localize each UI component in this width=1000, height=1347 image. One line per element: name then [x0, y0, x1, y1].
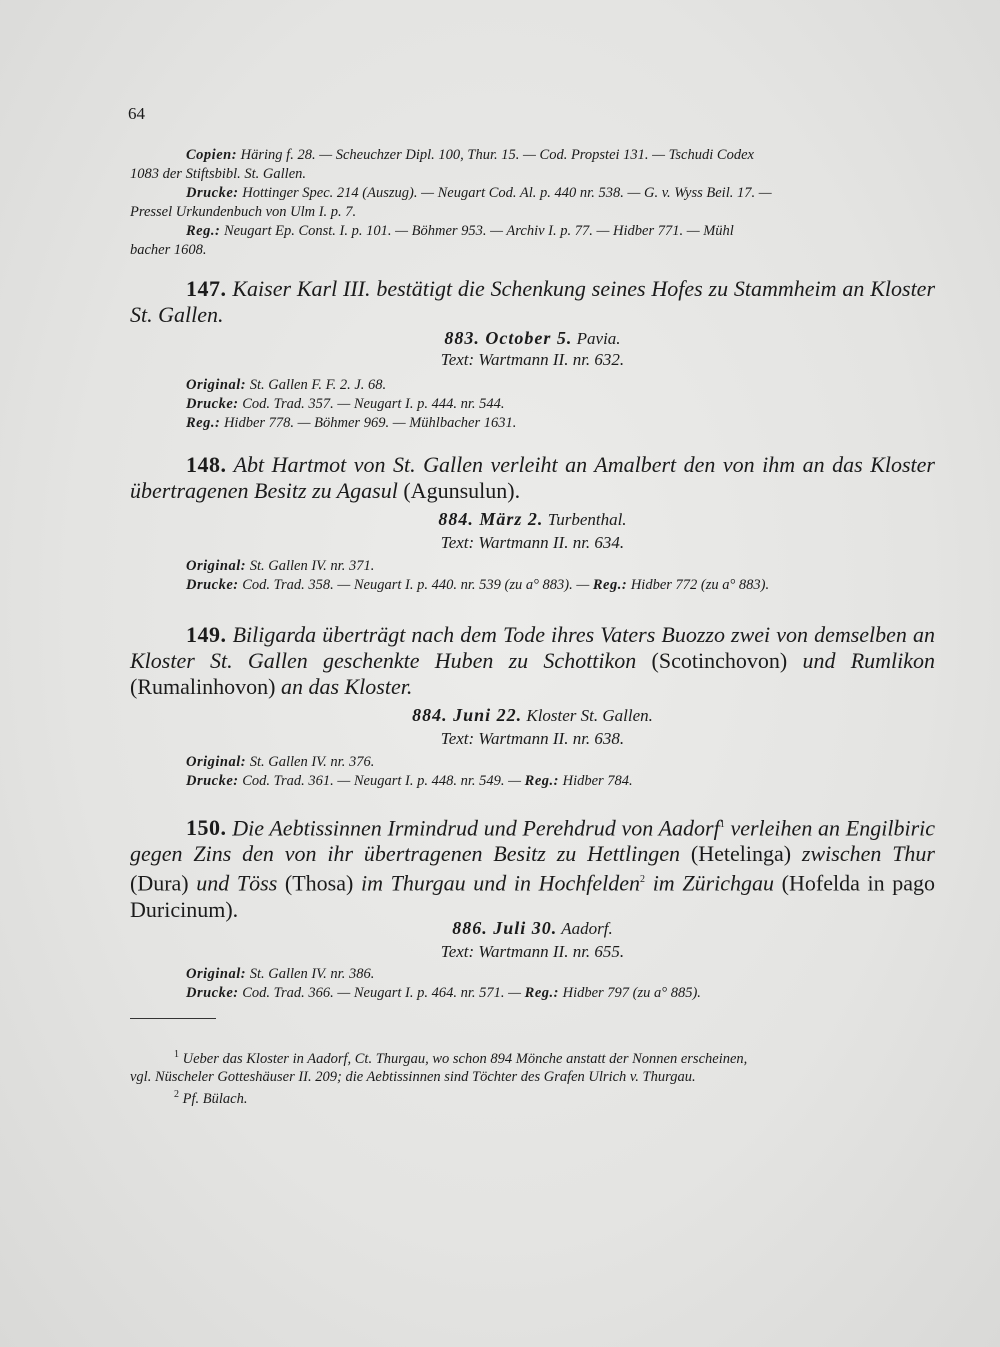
entry-147-date: 883. October 5. Pavia.: [444, 328, 621, 348]
entry-150-date: 886. Juli 30. Aadorf.: [452, 918, 613, 938]
note-line: Copien: Häring f. 28. — Scheuchzer Dipl. 100, Thur. 15. — Cod. Propstei 131. — Tschudi Codex: [186, 147, 754, 163]
footnote-ref-2: 2: [640, 874, 646, 886]
entry-149-sources: Original: St. Gallen IV. nr. 376. Drucke: Cod. Trad. 361. — Neugart I. p. 448. nr. 549. — Reg.: Hidber 784.: [186, 754, 633, 789]
footnote-1: $^1$ Ueber das Kloster in Aadorf, Ct. Thurgau, wo schon 894 Mönche anstatt der Nonnen erscheinen,: [174, 1049, 748, 1067]
entry-148-textref: Text: Wartmann II. nr. 634.: [440, 533, 625, 552]
copien-label: Copien:: [186, 147, 238, 163]
note-line: Pressel Urkundenbuch von Ulm I. p. 7.: [130, 204, 357, 220]
entry-147-textref: Text: Wartmann II. nr. 632.: [440, 350, 625, 369]
entry-150-textref: Text: Wartmann II. nr. 655.: [440, 942, 625, 961]
footnote-ref-1: 1: [719, 819, 725, 830]
note-line: 1083 der Stiftsbibl. St. Gallen.: [130, 166, 307, 182]
entry-148: 148. Abt Hartmot von St. Gallen verleiht an Amalbert den von ihm an das Kloster übertragenen Besitz zu Agasul (Agunsulun).: [130, 452, 935, 503]
note-line: bacher 1608.: [130, 242, 207, 258]
footnote-divider: [130, 1018, 216, 1019]
note-line: Reg.: Neugart Ep. Const. I. p. 101. — Böhmer 953. — Archiv I. p. 77. — Hidber 771. — Mühl: [186, 223, 734, 239]
entry-150: 150. Die Aebtissinnen Irmindrud und Perehdrud von Aadorf$^1$ verleihen an Engilbiric gegen Zins den von ihr übertragenen Besitz zu Hettlingen (Hetelinga) zwischen Thur (Dura) und Töss (Thosa) im Thurgau und in Hochfelden$^2$ im Zürichgau (Hofelda in pago Duricinum).: [130, 815, 936, 922]
entry-150-sources: Original: St. Gallen IV. nr. 386. Drucke: Cod. Trad. 366. — Neugart I. p. 464. nr. 571. — Reg.: Hidber 797 (zu a° 885).: [186, 966, 701, 1001]
entry-147-sources: Original: St. Gallen F. F. 2. J. 68. Drucke: Cod. Trad. 357. — Neugart I. p. 444. nr. 544. Reg.: Hidber 778. — Böhmer 969. — Mühlbacher 1631.: [186, 377, 517, 431]
page-number: 64: [128, 104, 145, 123]
entry-number: 147.: [186, 276, 227, 301]
footnotes: [130, 1046, 935, 1108]
entry-147: [130, 276, 935, 328]
entry-148-sources: Original: St. Gallen IV. nr. 371. Drucke: Cod. Trad. 358. — Neugart I. p. 440. nr. 539 (zu a° 883). — Reg.: Hidber 772 (zu a° 883).: [186, 558, 770, 593]
entry-148-date: 884. März 2. Turbenthal.: [438, 509, 627, 529]
entry-149: 149. Biligarda überträgt nach dem Tode ihres Vaters Buozzo zwei von demselben an Kloster St. Gallen geschenkte Huben zu Schottikon (Scotinchovon) und Rumlikon (Rumalinhovon) an das Kloster.: [130, 622, 936, 699]
footnote-1-cont: vgl. Nüscheler Gotteshäuser II. 209; die Aebtissinnen sind Töchter des Grafen Ulrich v. Thurgau.: [130, 1068, 696, 1085]
entry-number: 148.: [186, 452, 227, 477]
entry-149-textref: Text: Wartmann II. nr. 638.: [440, 729, 625, 748]
header-notes: [130, 146, 935, 260]
entry-number: 149.: [186, 622, 227, 647]
entry-summary: Kaiser Karl III. bestätigt die Schenkung seines Hofes zu Stammheim an Kloster St. Gallen.: [130, 276, 936, 327]
entry-number: 150.: [186, 815, 227, 841]
entry-149-date: 884. Juni 22. Kloster St. Gallen.: [412, 705, 653, 725]
reg-label: Reg.:: [186, 223, 221, 239]
footnote-2: $^2$ Pf. Bülach.: [174, 1088, 248, 1107]
drucke-label: Drucke:: [186, 185, 239, 201]
note-line: Drucke: Hottinger Spec. 214 (Auszug). — Neugart Cod. Al. p. 440 nr. 538. — G. v. Wyss Beil. 17. —: [186, 185, 772, 201]
